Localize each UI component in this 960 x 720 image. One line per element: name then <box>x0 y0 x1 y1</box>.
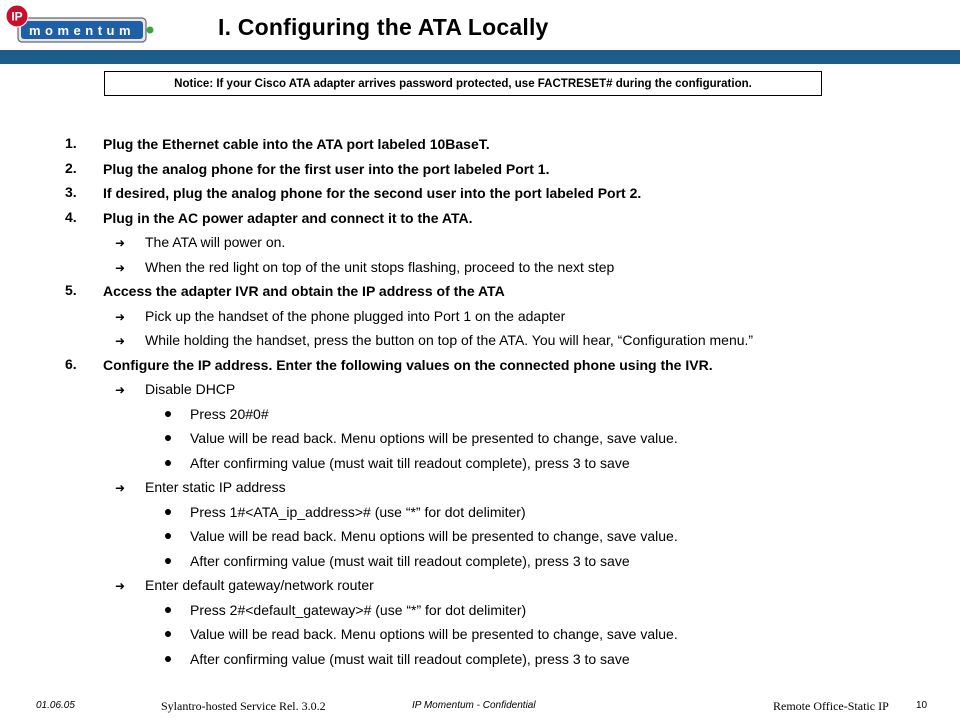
header-bar <box>0 50 960 64</box>
step-text: Plug in the AC power adapter and connect it to the ATA. <box>103 209 473 226</box>
arrow-right-icon: ➜ <box>115 579 126 593</box>
step-text: Access the adapter IVR and obtain the IP address of the ATA <box>103 283 505 299</box>
sub-step-text: Enter static IP address <box>145 479 286 495</box>
bullet-dot-icon <box>165 509 171 515</box>
sub-step-text: Disable DHCP <box>145 381 236 397</box>
logo-badge-text: IP <box>11 9 23 24</box>
notice-box <box>104 71 822 96</box>
page-title: I. Configuring the ATA Locally <box>218 14 549 40</box>
bullet-dot-icon <box>165 656 171 662</box>
footer-release: Sylantro-hosted Service Rel. 3.0.2 <box>161 699 326 713</box>
sub-step-text: The ATA will power on. <box>145 234 286 250</box>
arrow-right-icon: ➜ <box>115 260 126 275</box>
step-text: Plug the Ethernet cable into the ATA port labeled 10BaseT. <box>103 136 490 152</box>
step-number: 2. <box>65 159 77 176</box>
bullet-text: Press 1#<ATA_ip_address># (use “*” for dot delimiter) <box>190 503 526 520</box>
logo-text: momentum <box>28 23 136 38</box>
step-number: 3. <box>65 184 77 200</box>
footer-date: 01.06.05 <box>36 700 75 711</box>
bullet-text: Value will be read back. Menu options will be presented to change, save value. <box>190 430 678 446</box>
step-number: 5. <box>65 282 77 298</box>
bullet-dot-icon <box>165 533 171 539</box>
bullet-dot-icon <box>165 558 171 564</box>
step-text: Plug the analog phone for the first user into the port labeled Port 1. <box>103 160 550 177</box>
logo-green-dot <box>147 27 154 34</box>
bullet-text: Press 20#0# <box>190 405 269 422</box>
bullet-text: After confirming value (must wait till readout complete), press 3 to save <box>190 552 630 569</box>
sub-step-text: Pick up the handset of the phone plugged into Port 1 on the adapter <box>145 307 566 324</box>
bullet-text: Value will be read back. Menu options will be presented to change, save value. <box>190 626 678 642</box>
footer-confidential: IP Momentum - Confidential <box>412 700 536 711</box>
bullet-text: Value will be read back. Menu options will be presented to change, save value. <box>190 528 678 544</box>
sub-step-text: Enter default gateway/network router <box>145 577 374 593</box>
bullet-dot-icon <box>165 411 171 417</box>
notice-text: Notice: If your Cisco ATA adapter arrives password protected, use FACTRESET# during the configuration. <box>174 77 752 90</box>
footer-page-number: 10 <box>916 700 928 711</box>
bullet-dot-icon <box>165 607 171 613</box>
bullet-dot-icon <box>165 460 171 466</box>
step-number: 1. <box>65 135 77 151</box>
step-number: 6. <box>65 355 77 372</box>
arrow-right-icon: ➜ <box>115 481 126 495</box>
arrow-right-icon: ➜ <box>115 383 126 397</box>
arrow-right-icon: ➜ <box>115 309 126 324</box>
arrow-right-icon: ➜ <box>115 236 126 250</box>
bullet-text: Press 2#<default_gateway># (use “*” for dot delimiter) <box>190 601 527 618</box>
footer-section: Remote Office-Static IP <box>773 699 889 713</box>
step-text: Configure the IP address. Enter the following values on the connected phone using the IVR. <box>103 356 713 373</box>
arrow-right-icon: ➜ <box>115 334 126 348</box>
ip-momentum-logo <box>4 4 154 48</box>
bullet-text: After confirming value (must wait till readout complete), press 3 to save <box>190 454 630 471</box>
bullet-text: After confirming value (must wait till readout complete), press 3 to save <box>190 650 630 667</box>
sub-step-text: When the red light on top of the unit stops flashing, proceed to the next step <box>145 258 615 275</box>
step-text: If desired, plug the analog phone for the second user into the port labeled Port 2. <box>103 185 642 201</box>
bullet-dot-icon <box>165 631 171 637</box>
bullet-dot-icon <box>165 435 171 441</box>
sub-step-text: While holding the handset, press the button on top of the ATA. You will hear, “Configuration menu.” <box>145 332 754 348</box>
step-number: 4. <box>65 208 77 225</box>
